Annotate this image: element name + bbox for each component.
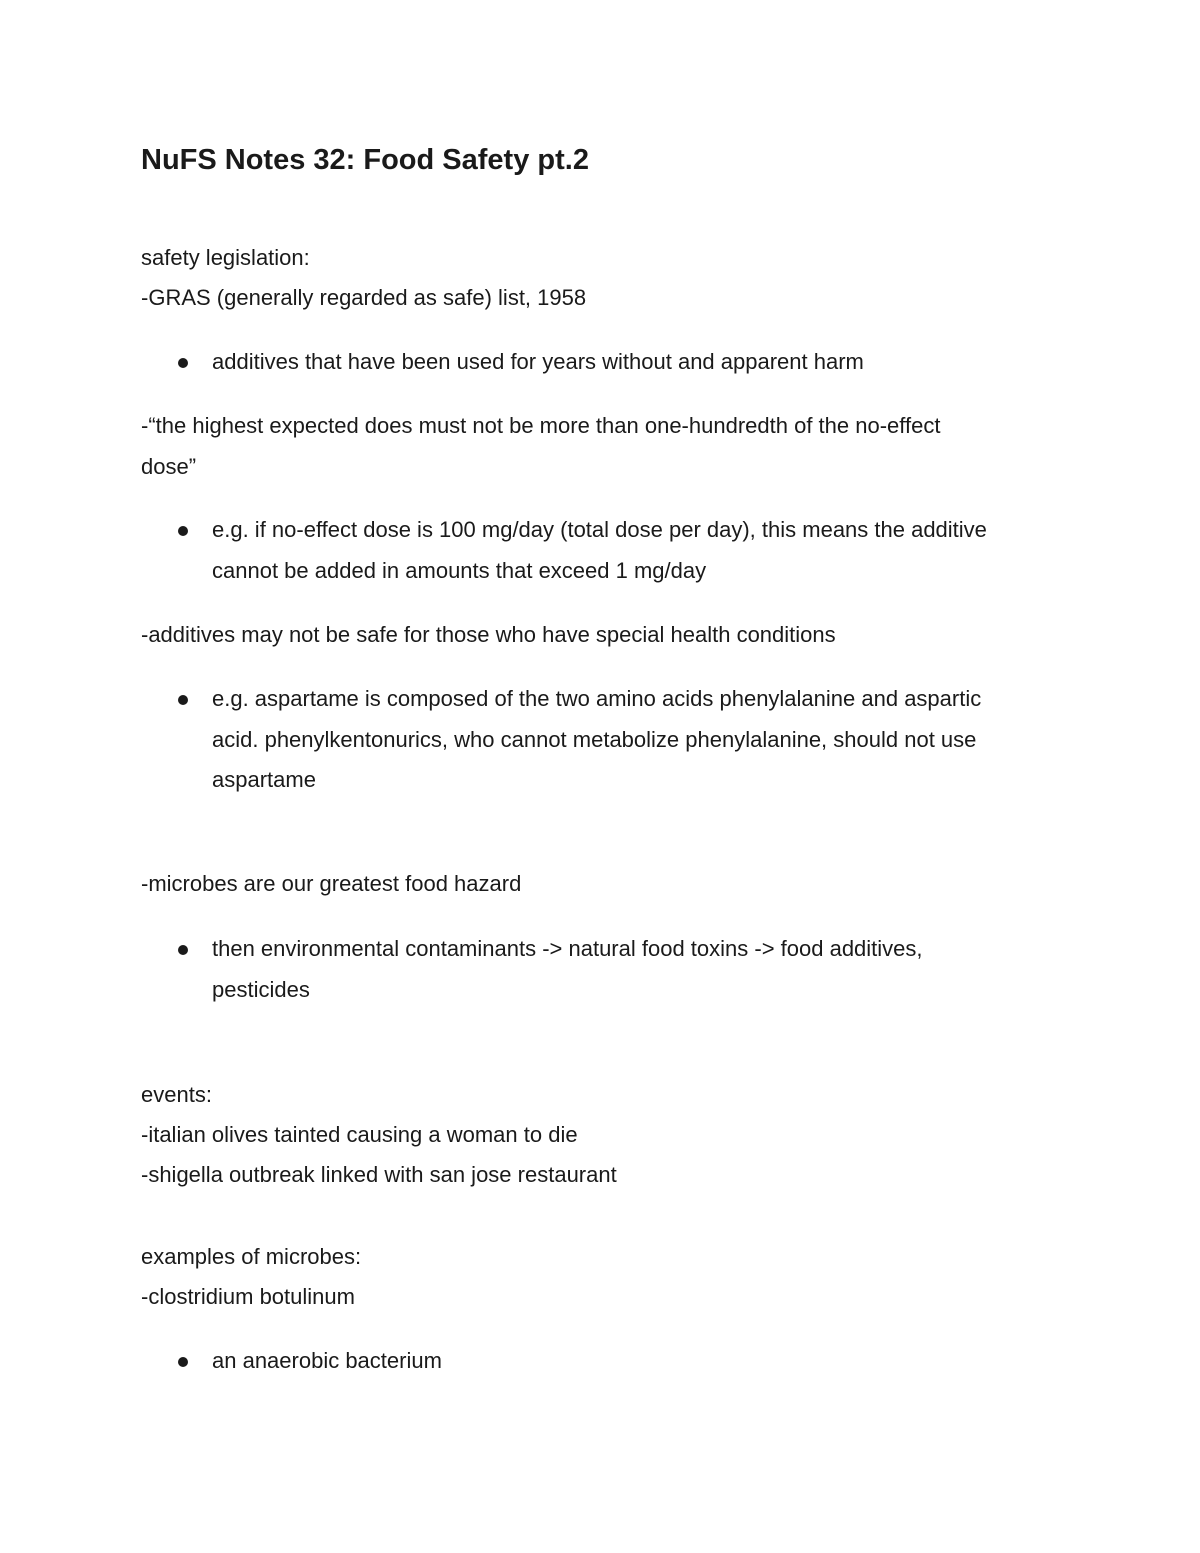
bullet-icon [178,695,188,705]
bullet-icon [178,1357,188,1367]
section-heading-examples: examples of microbes: [141,1244,362,1269]
special-health-line: -additives may not be safe for those who have special health conditions [141,622,836,647]
gras-line: -GRAS (generally regarded as safe) list, 1958 [141,285,587,310]
section-heading-events: events: [141,1082,212,1107]
aspartame-bullet-line-1: e.g. aspartame is composed of the two amino acids phenylalanine and aspartic [212,686,982,711]
aspartame-bullet-line-2: acid. phenylkentonurics, who cannot metabolize phenylalanine, should not use [212,727,977,752]
section-heading-safety-legislation: safety legislation: [141,245,310,270]
bullet-icon [178,526,188,536]
example-item-1: -clostridium botulinum [141,1284,355,1309]
aspartame-bullet-line-3: aspartame [212,767,316,792]
dose-line-1: -“the highest expected does must not be more than one-hundredth of the no-effect [141,413,941,438]
dose-bullet-line-1: e.g. if no-effect dose is 100 mg/day (total dose per day), this means the additive [212,517,987,542]
example-item-1-bullet: an anaerobic bacterium [212,1348,442,1373]
bullet-icon [178,945,188,955]
bullet-icon [178,358,188,368]
hazard-order-line-1: then environmental contaminants -> natural food toxins -> food additives, [212,936,923,961]
event-item-2: -shigella outbreak linked with san jose restaurant [141,1162,617,1187]
dose-bullet-line-2: cannot be added in amounts that exceed 1 mg/day [212,558,707,583]
dose-line-2: dose” [141,454,197,479]
gras-bullet-text: additives that have been used for years without and apparent harm [212,349,864,374]
hazard-order-line-2: pesticides [212,977,310,1002]
document-title: NuFS Notes 32: Food Safety pt.2 [141,144,589,176]
event-item-1: -italian olives tainted causing a woman to die [141,1122,578,1147]
microbes-hazard-line: -microbes are our greatest food hazard [141,871,522,896]
